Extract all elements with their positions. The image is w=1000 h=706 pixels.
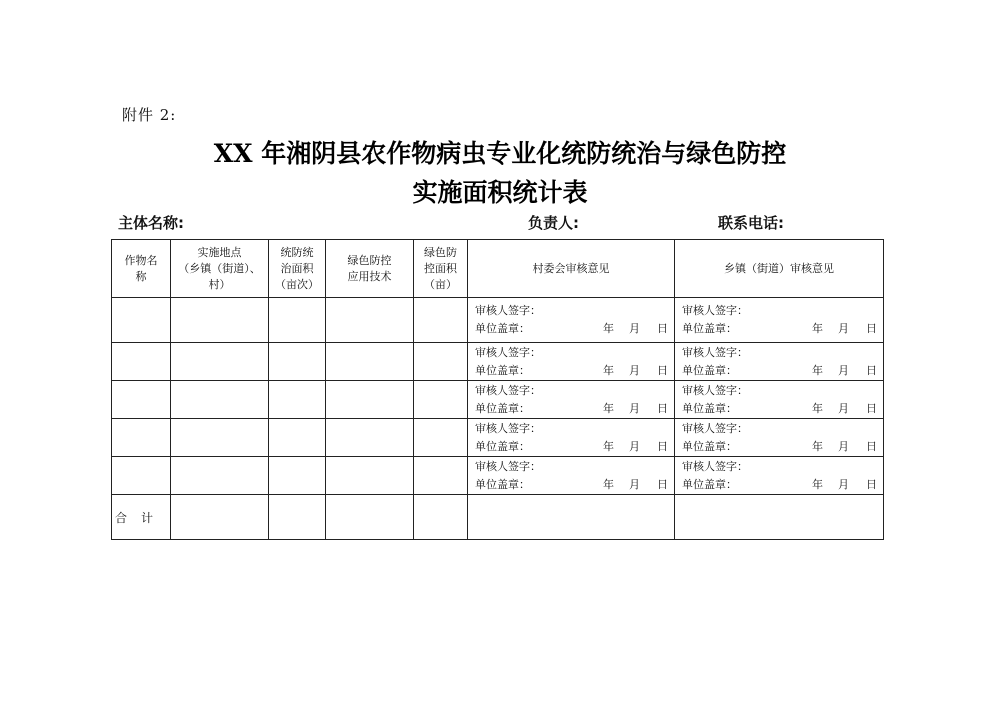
header-green-area: 绿色防 控面积 （亩） — [414, 240, 468, 298]
seal-date-line: 单位盖章： 年 月 日 — [682, 363, 877, 377]
seal-date-line: 单位盖章： 年 月 日 — [475, 439, 668, 453]
entity-name-label: 主体名称: — [118, 214, 184, 232]
township-review-cell[interactable] — [675, 381, 884, 419]
table-cell[interactable] — [269, 457, 326, 495]
signer-line: 审核人签字： — [682, 459, 748, 473]
village-review-cell[interactable] — [468, 419, 675, 457]
table-row — [112, 298, 884, 343]
table-cell[interactable] — [414, 298, 468, 343]
signer-line: 审核人签字： — [475, 421, 541, 435]
signer-line: 审核人签字： — [475, 345, 541, 359]
table-cell[interactable] — [112, 457, 171, 495]
table-cell[interactable] — [326, 457, 414, 495]
table-cell[interactable] — [269, 381, 326, 419]
total-cell[interactable] — [171, 495, 269, 540]
table-cell[interactable] — [171, 343, 269, 381]
table-cell[interactable] — [414, 419, 468, 457]
header-township-review: 乡镇（街道）审核意见 — [675, 240, 884, 298]
total-label: 合计 — [112, 495, 171, 540]
statistics-table — [111, 239, 884, 540]
signer-line: 审核人签字： — [475, 459, 541, 473]
document-subtitle: 实施面积统计表 — [412, 178, 588, 207]
table-row — [112, 457, 884, 495]
total-cell[interactable] — [269, 495, 326, 540]
signer-line: 审核人签字： — [682, 383, 748, 397]
village-review-cell[interactable] — [468, 457, 675, 495]
table-cell[interactable] — [171, 419, 269, 457]
table-cell[interactable] — [112, 298, 171, 343]
seal-date-line: 单位盖章： 年 月 日 — [682, 401, 877, 415]
total-row — [112, 495, 884, 540]
township-review-cell[interactable] — [675, 419, 884, 457]
village-review-cell[interactable] — [468, 298, 675, 343]
seal-date-line: 单位盖章： 年 月 日 — [682, 477, 877, 491]
table-cell[interactable] — [112, 381, 171, 419]
total-cell[interactable] — [675, 495, 884, 540]
responsible-person-label: 负责人: — [528, 214, 579, 232]
signer-line: 审核人签字： — [475, 383, 541, 397]
seal-date-line: 单位盖章： 年 月 日 — [475, 322, 668, 335]
table-cell[interactable] — [112, 419, 171, 457]
header-unified-area: 统防统 治面积 （亩次） — [269, 240, 326, 298]
signer-line: 审核人签字： — [682, 304, 748, 317]
table-cell[interactable] — [171, 457, 269, 495]
seal-date-line: 单位盖章： 年 月 日 — [475, 401, 668, 415]
table-cell[interactable] — [414, 343, 468, 381]
seal-date-line: 单位盖章： 年 月 日 — [475, 477, 668, 491]
table-row — [112, 343, 884, 381]
document-title: XX 年湘阴县农作物病虫专业化统防统治与绿色防控 — [213, 139, 787, 168]
township-review-cell[interactable] — [675, 457, 884, 495]
header-location: 实施地点 （乡镇（街道）、 村） — [171, 240, 269, 298]
signer-line: 审核人签字： — [682, 345, 748, 359]
table-cell[interactable] — [171, 381, 269, 419]
table-cell[interactable] — [326, 419, 414, 457]
header-crop-name: 作物名 称 — [112, 240, 171, 298]
header-green-tech: 绿色防控 应用技术 — [326, 240, 414, 298]
header-row — [112, 240, 884, 298]
table-cell[interactable] — [326, 343, 414, 381]
signer-line: 审核人签字： — [682, 421, 748, 435]
signer-line: 审核人签字： — [475, 304, 541, 317]
table-row — [112, 381, 884, 419]
total-cell[interactable] — [326, 495, 414, 540]
total-cell[interactable] — [468, 495, 675, 540]
township-review-cell[interactable] — [675, 298, 884, 343]
table-cell[interactable] — [326, 381, 414, 419]
seal-date-line: 单位盖章： 年 月 日 — [682, 439, 877, 453]
table-cell[interactable] — [269, 343, 326, 381]
table-cell[interactable] — [269, 419, 326, 457]
seal-date-line: 单位盖章： 年 月 日 — [475, 363, 668, 377]
table-cell[interactable] — [326, 298, 414, 343]
header-village-review: 村委会审核意见 — [468, 240, 675, 298]
table-cell[interactable] — [269, 298, 326, 343]
table-cell[interactable] — [414, 457, 468, 495]
seal-date-line: 单位盖章： 年 月 日 — [682, 322, 877, 335]
attachment-label: 附件 2: — [122, 106, 177, 124]
table-cell[interactable] — [414, 381, 468, 419]
township-review-cell[interactable] — [675, 343, 884, 381]
village-review-cell[interactable] — [468, 343, 675, 381]
contact-phone-label: 联系电话: — [718, 214, 784, 232]
village-review-cell[interactable] — [468, 381, 675, 419]
table-cell[interactable] — [112, 343, 171, 381]
table-row — [112, 419, 884, 457]
table-cell[interactable] — [171, 298, 269, 343]
total-cell[interactable] — [414, 495, 468, 540]
